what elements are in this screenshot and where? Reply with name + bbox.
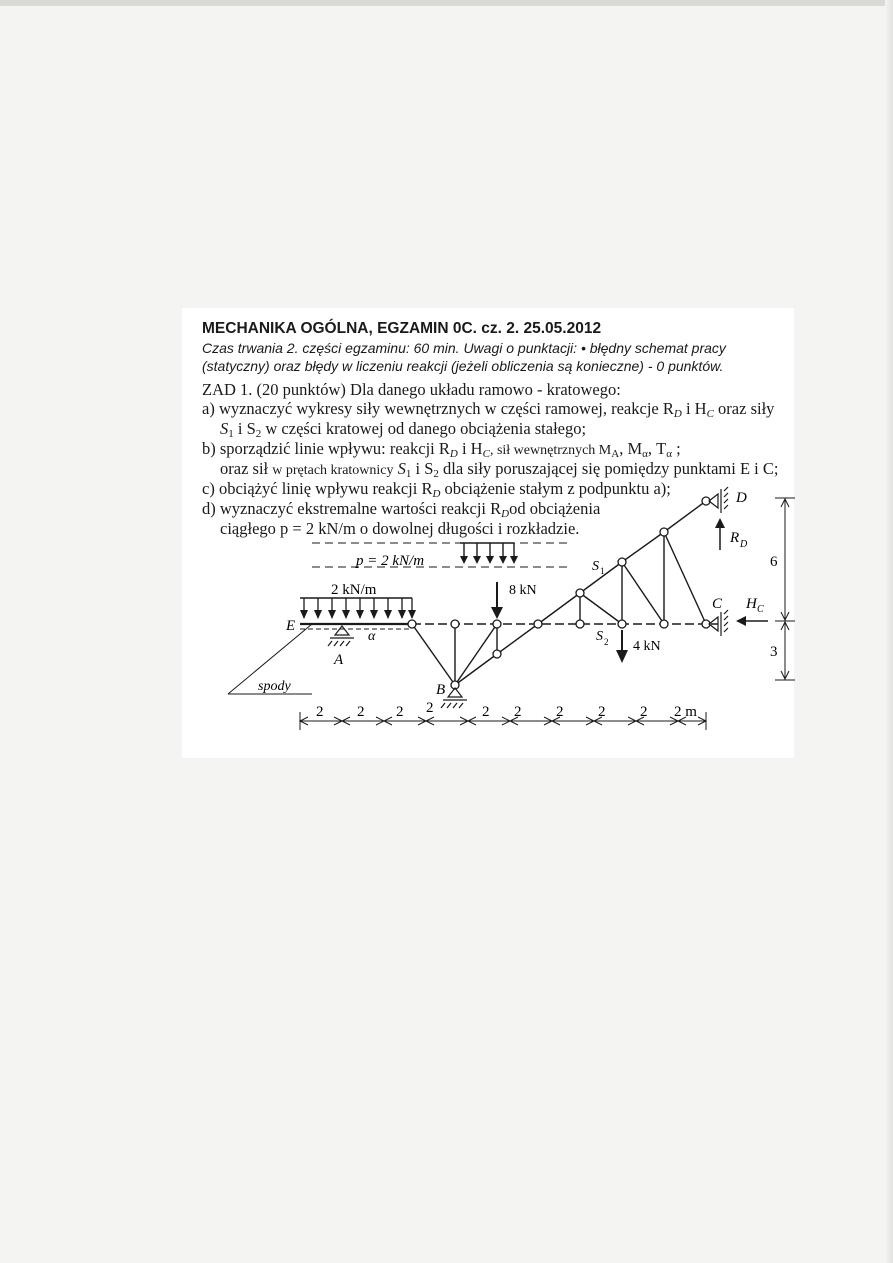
label-b: B: [436, 682, 446, 698]
support-c: [709, 610, 728, 636]
label-c: C: [712, 596, 723, 612]
scoring-note: (statyczny) oraz błędy w liczeniu reakcji (jeżeli obliczenia są konieczne) - 0 punktów.: [202, 358, 724, 374]
task-b-line2: oraz sił w prętach kratownicy $S_1$ i $S_2$ dla siły poruszającej się pomiędzy punktami E i C;: [220, 459, 779, 480]
task-d-line2: ciągłego p = 2 kN/m o dowolnej długości i rozkładzie.: [220, 519, 580, 538]
frame-beam: [300, 624, 412, 629]
task-d-line1: d) wyznaczyć ekstremalne wartości reakcji $R_Dod$ obciążenia: [202, 499, 601, 520]
support-d: [709, 487, 728, 513]
dim-label: 2: [556, 704, 564, 720]
dim-label: 2: [598, 704, 606, 720]
dim-label: 2: [396, 704, 404, 720]
dim-label: 2 m: [674, 704, 697, 720]
dim-label: 2: [482, 704, 490, 720]
dim-3: 3: [770, 644, 778, 660]
task-a-line1: a) wyznaczyć wykresy siły wewnętrznych w części ramowej, reakcje $R_D$ i $H_C$ oraz siły: [202, 399, 775, 420]
label-e: E: [286, 618, 296, 634]
label-spody: spody: [258, 679, 291, 694]
label-d: D: [736, 490, 747, 506]
distributed-load-label: 2 kN/m: [331, 582, 377, 598]
label-alpha: α: [368, 629, 376, 644]
label-s1-sub: 1: [600, 566, 605, 576]
point-load-8kn: [491, 582, 503, 619]
dim-label: 2: [316, 704, 324, 720]
vertical-dimension: [775, 498, 795, 680]
dim-label: 2: [357, 704, 365, 720]
task-heading: ZAD 1. (20 punktów) Dla danego układu ramowo - kratowego:: [202, 380, 621, 399]
dim-label: 2: [640, 704, 648, 720]
label-hc-sub: C: [757, 604, 764, 615]
label-hc: H: [746, 596, 757, 612]
load-4kn-label: 4 kN: [633, 639, 661, 654]
task-c-line: c) obciążyć linię wpływu reakcji $R_D$ obciążenie stałym z podpunktu a);: [202, 479, 671, 500]
point-load-4kn: [616, 630, 628, 663]
task-b-line1: b) sporządzić linie wpływu: reakcji $R_D$ i $H_C$, sił wewnętrznych $M_A$, $M_\alpha$, $T_\alpha$ ;: [202, 439, 681, 460]
label-s2: S: [596, 629, 603, 644]
dimension-labels: [316, 700, 697, 720]
label-s2-sub: 2: [604, 637, 609, 647]
moving-load-p: [312, 543, 568, 567]
load-p-label: p = 2 kN/m: [356, 553, 425, 569]
exam-title: MECHANIKA OGÓLNA, EGZAMIN 0C. cz. 2. 25.05.2012: [202, 320, 602, 337]
dim-label: 2: [514, 704, 522, 720]
dim-label: 2: [426, 700, 434, 716]
label-rd: R: [730, 530, 740, 546]
truss-bars: [412, 501, 718, 685]
timing-note: Czas trwania 2. części egzaminu: 60 min. Uwagi o punktacji: • błędny schemat pracy: [202, 340, 726, 356]
reaction-hc-arrow: [736, 616, 768, 626]
dim-6: 6: [770, 554, 778, 570]
label-a: A: [334, 652, 344, 668]
reaction-rd-arrow: [715, 518, 725, 550]
label-s1: S: [592, 559, 599, 574]
label-rd-sub: D: [740, 539, 748, 550]
task-a-line2: $S_1$ i $S_2$ w części kratowej od danego obciążenia stałego;: [220, 419, 587, 440]
load-8kn-label: 8 kN: [509, 583, 537, 598]
